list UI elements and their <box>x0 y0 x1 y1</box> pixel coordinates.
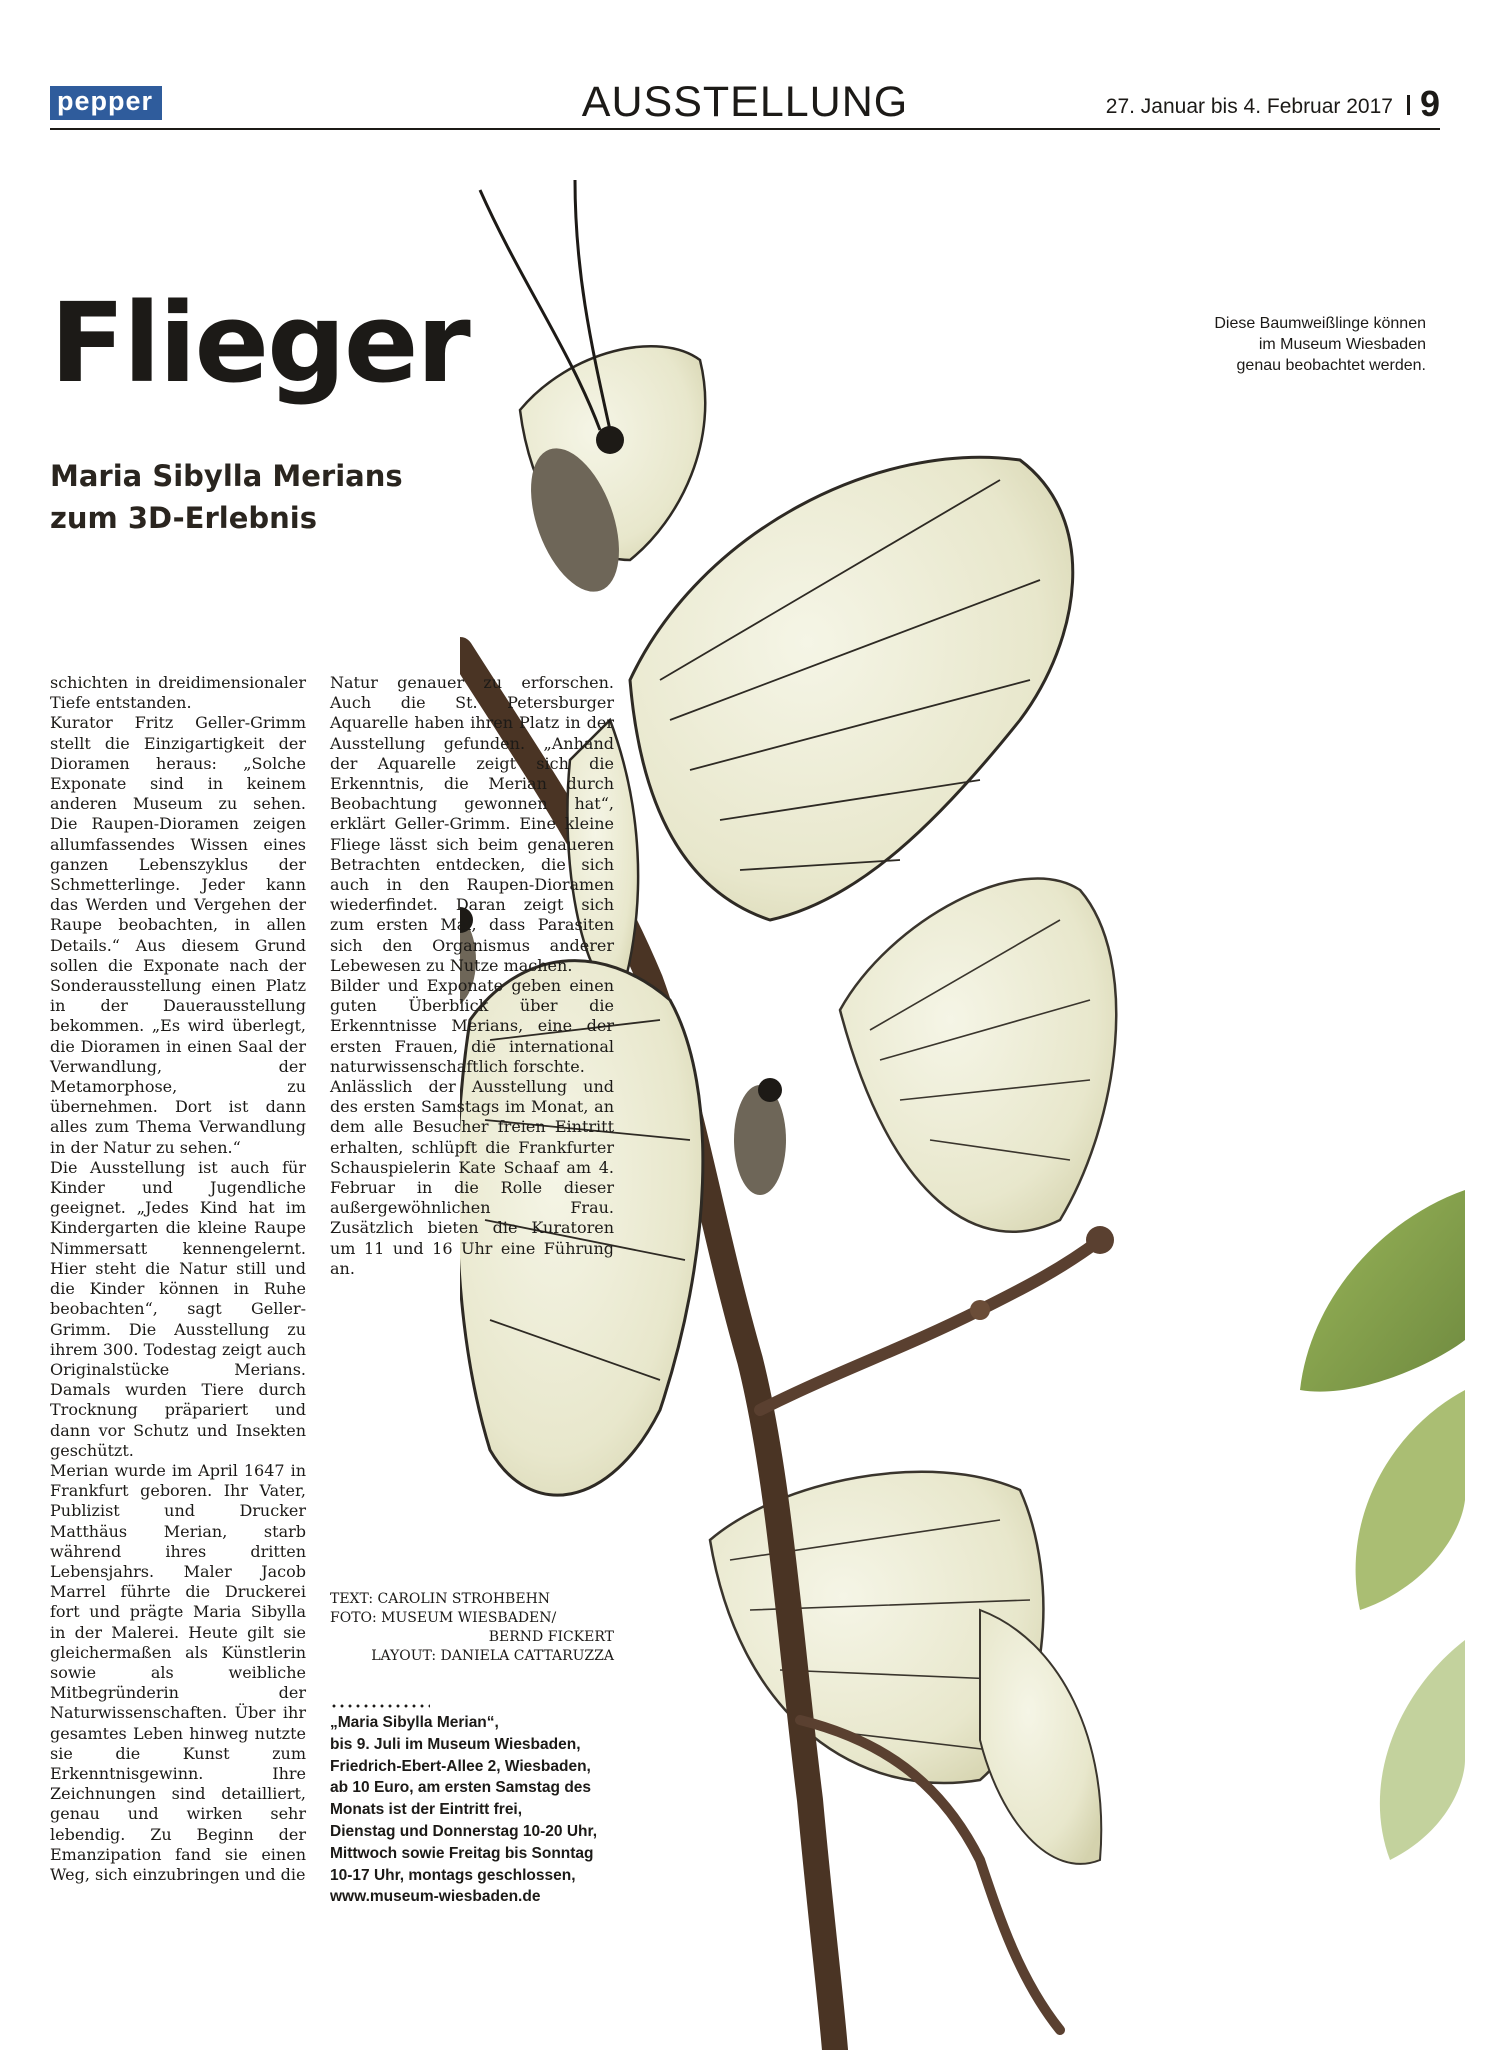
article-credits <box>330 1590 614 1666</box>
issue-date <box>1105 83 1440 125</box>
paragraph: Kurator Fritz Geller-Grimm stellt die Einzigartigkeit der Dioramen heraus: „Solche Exponate sind in keinem anderen Museum zu sehen. Die Raupen-Dioramen zeigen allumfassendes Wissen eines ganzen Lebenszyklus der Schmetterlinge. Jeder kann das Werden und Vergehen der Raupe beobachten, in allen Details.“ Aus diesem Grund sollen die Exponate nach der Sonderausstellung einen Platz in der Dauerausstellung bekommen. „Es wird überlegt, die Dioramen in einen Saal der Verwandlung, der Metamorphose, zu übernehmen. Dort ist dann alles zum Thema Verwandlung in der Natur zu sehen.“ <box>50 713 306 1157</box>
info-box <box>330 1712 620 1908</box>
credit-photo: FOTO: MUSEUM WIESBADEN/ <box>330 1610 557 1626</box>
page-number: 9 <box>1419 83 1440 124</box>
info-line: Mittwoch sowie Freitag bis Sonntag <box>330 1844 594 1862</box>
butterfly-top-wing <box>630 457 1073 920</box>
subtitle-line-1: Maria Sibylla Merians <box>50 459 403 493</box>
leaf-lower <box>1380 1640 1465 1860</box>
info-line: 10-17 Uhr, montags geschlossen, <box>330 1866 576 1884</box>
body-column-1 <box>50 673 306 1885</box>
header-divider <box>1407 95 1410 115</box>
page-header <box>50 78 1440 130</box>
caption-line-1: Diese Baumweißlinge können <box>1214 315 1426 332</box>
credit-layout: LAYOUT: DANIELA CATTARUZZA <box>371 1648 614 1664</box>
info-line: ab 10 Euro, am ersten Samstag des <box>330 1779 592 1797</box>
info-line: Monats ist der Eintritt frei, <box>330 1801 523 1819</box>
info-divider-dots <box>330 1704 430 1708</box>
paragraph: Anlässlich der Ausstellung und des ersten Samstags im Monat, an dem alle Besucher freien Eintritt erhalten, schlüpft die Frankfurter Schauspielerin Kate Schaaf am 4. Februar in die Rolle dieser außergewöhnlichen Frau. Zusätzlich bieten die Kuratoren um 11 und 16 Uhr eine Führung an. <box>330 1077 614 1278</box>
credit-text: TEXT: CAROLIN STROHBEHN <box>330 1591 551 1607</box>
caption-line-2: im Museum Wiesbaden <box>1258 336 1426 353</box>
paragraph: Merian wurde im April 1647 in Frankfurt geboren. Ihr Vater, Publizist und Drucker Matthäus Merian, starb während ihres dritten Lebensjahrs. Maler Jacob Marrel führte die Druckerei fort und prägte Maria Sibylla in der Malerei. Heute gilt sie gleichermaßen als Künstlerin sowie als weibliche Mitbegründerin der Naturwissenschaften. Über ihr gesamtes Leben hinweg nutzte sie die Kunst zum Erkenntnisgewinn. Ihre Zeichnungen sind detailliert, genau und wirken sehr lebendig. Zu Beginn der Emanzipation fand sie einen Weg, sich einzubringen und die <box>50 1460 306 1884</box>
issue-date-text: 27. Januar bis 4. Februar 2017 <box>1105 95 1393 118</box>
butterfly-far-wing <box>840 878 1116 1231</box>
paragraph: Bilder und Exponate geben einen guten Überblick über die Erkenntnisse Merians, eine der ersten Frauen, die international naturwissenschaftlich forschte. <box>330 976 614 1076</box>
paragraph: schichten in dreidimensionaler Tiefe entstanden. <box>50 673 306 713</box>
leaf-upper <box>1300 1190 1465 1392</box>
publication-logo: pepper <box>50 86 162 120</box>
section-title: AUSSTELLUNG <box>581 78 909 126</box>
info-line: Dienstag und Donnerstag 10-20 Uhr, <box>330 1822 597 1840</box>
body-column-2 <box>330 673 614 1279</box>
paragraph: Natur genauer zu erforschen. Auch die St. Petersburger Aquarelle haben ihren Platz in der Ausstellung gefunden. „Anhand der Aquarelle zeigt sich die Erkenntnis, die Merian durch Beobachtung gewonnen hat“, erklärt Geller-Grimm. Eine kleine Fliege lässt sich beim genaueren Betrachten entdecken, die sich auch in den Raupen-Dioramen wiederfindet. Daran zeigt sich zum ersten Mal, dass Parasiten sich den Organismus anderer Lebewesen zu Nutze machen. <box>330 673 614 975</box>
info-line: „Maria Sibylla Merian“, <box>330 1714 499 1731</box>
info-line: Friedrich-Ebert-Allee 2, Wiesbaden, <box>330 1757 591 1775</box>
article-title: Flieger <box>50 279 469 407</box>
info-line: bis 9. Juli im Museum Wiesbaden, <box>330 1735 581 1753</box>
info-website-link: www.museum-wiesbaden.de <box>330 1888 541 1906</box>
caption-line-3: genau beobachtet werden. <box>1236 357 1426 374</box>
credit-photo-2: BERND FICKERT <box>488 1629 614 1645</box>
leaf-middle <box>1356 1390 1465 1610</box>
article-subtitle <box>50 455 470 539</box>
subtitle-line-2: zum 3D-Erlebnis <box>50 501 317 535</box>
photo-caption <box>1076 313 1426 376</box>
paragraph: Die Ausstellung ist auch für Kinder und Jugendliche geeignet. „Jedes Kind hat im Kindergarten die kleine Raupe Nimmersatt kennengelernt. Hier steht die Natur still und die Kinder können in Ruhe beobachten“, sagt Geller-Grimm. Die Ausstellung zu ihrem 300. Todestag zeigt auch Originalstücke Merians. Damals wurden Tiere durch Trocknung präpariert und dann vor Schutz und Insekten geschützt. <box>50 1157 306 1460</box>
branch-twig <box>760 1240 1100 1410</box>
